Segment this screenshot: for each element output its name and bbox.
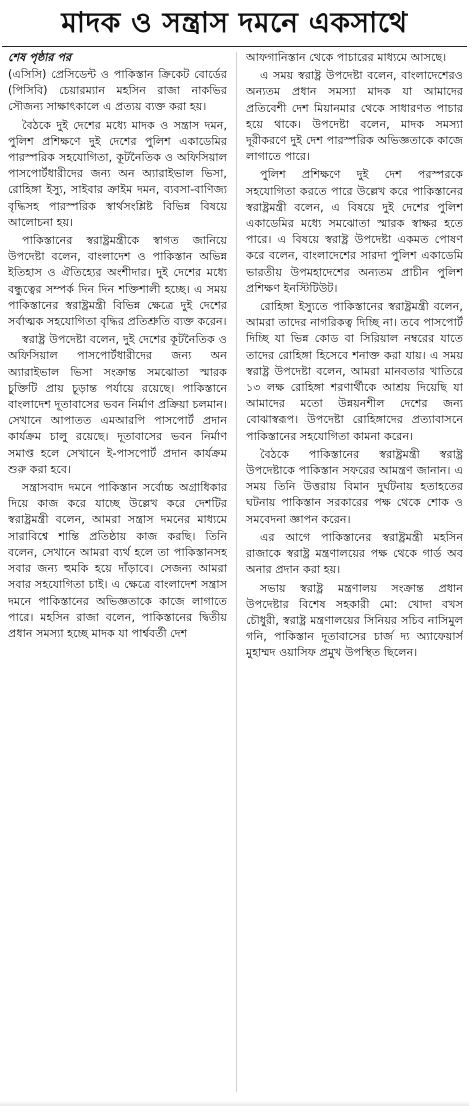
headline: মাদক ও সন্ত্রাস দমনে একসাথে bbox=[61, 6, 408, 39]
paragraph: বৈঠকে দুই দেশের মধ্যে মাদক ও সন্ত্রাস দমন, পুলিশ প্রশিক্ষণে দুই দেশের পুলিশ একাডেমির পারস্পরিক সহযোগিতা, কূটনৈতিক ও অফিসিয়াল পাসপোর্টধারীদের জন্য অন অ্যারাইভাল ভিসা, রোহিঙ্গা ইস্যু, সাইবার ক্রাইম দমন, ব্যবসা-বাণিজ্য বৃদ্ধিসহ পারস্পরিক স্বার্থসংশ্লিষ্ট বিভিন্ন বিষয়ে আলোচনা হয়। bbox=[8, 118, 227, 229]
paragraph: এ সময় স্বরাষ্ট্র উপদেষ্টা বলেন, বাংলাদেশেরও অন্যতম প্রধান সমস্যা মাদক যা আমাদের প্রতিবেশী দেশ মিয়ানমার থেকে সাধারণত পাচার হয়ে থাকে। উপদেষ্টা বলেন, মাদক সমস্যা দূরীকরণে দুই দেশ পারস্পরিক অভিজ্ঞতাকে কাজে লাগাতে পারে। bbox=[246, 69, 463, 164]
left-column bbox=[8, 50, 227, 1098]
paragraph: আফগানিস্তান থেকে পাচারের মাধ্যমে আসছে। bbox=[246, 51, 447, 64]
paragraph: পাকিস্তানের স্বরাষ্ট্রমন্ত্রীকে স্বাগত জানিয়ে উপদেষ্টা বলেন, বাংলাদেশ ও পাকিস্তান অভিন্ন ইতিহাস ও ঐতিহ্যের অংশীদার। দুই দেশের মধ্যে বন্ধুত্বের সম্পর্ক দিন দিন শক্তিশালী হচ্ছে। এ সময় পাকিস্তানের স্বরাষ্ট্রমন্ত্রী বিভিন্ন ক্ষেত্রে দুই দেশের সর্বাত্মক সহযোগিতা বৃদ্ধির প্রতিশ্রুতি ব্যক্ত করেন। bbox=[8, 234, 227, 329]
paragraph: সন্ত্রাসবাদ দমনে পাকিস্তান সর্বোচ্চ অগ্রাধিকার দিয়ে কাজ করে যাচ্ছে উল্লেখ করে দেশটির স্বরাষ্ট্রমন্ত্রী বলেন, আমরা সন্ত্রাস দমনের মাধ্যমে সারাবিশ্বে শান্তি প্রতিষ্ঠায় কাজ করছি। তিনি বলেন, সেখানে আমরা ব্যর্থ হলে তা পাকিস্তানসহ সবার জন্য হুমকি হয়ে দাঁড়াবে। সেজন্য আমরা সবার সহযোগিতা চাই। এ ক্ষেত্রে বাংলাদেশ সন্ত্রাস দমনে পাকিস্তানের অভিজ্ঞতাকে কাজে লাগাতে পারে। মহসিন রাজা বলেন, পাকিস্তানের দ্বিতীয় প্রধান সমস্যা হচ্ছে মাদক যা পার্শ্ববর্তী দেশ bbox=[8, 481, 227, 640]
right-column bbox=[246, 50, 463, 1098]
paragraph: (এসিসি) প্রেসিডেন্ট ও পাকিস্তান ক্রিকেট বোর্ডের (পিসিবি) চেয়ারম্যান মহসিন রাজা নাকভির সৌজন্য সাক্ষাৎকালে এ প্রত্যয় ব্যক্ত করা হয়। bbox=[8, 68, 227, 114]
paragraph: বৈঠকে পাকিস্তানের স্বরাষ্ট্রমন্ত্রী স্বরাষ্ট্র উপদেষ্টাকে পাকিস্তান সফরের আমন্ত্রণ জানান। এ সময় তিনি উত্তরায় বিমান দুর্ঘটনায় হতাহতের ঘটনায় পাকিস্তান সরকারের পক্ষ থেকে শোক ও সমবেদনা জ্ঞাপন করেন। bbox=[246, 447, 463, 526]
paragraph: সভায় স্বরাষ্ট্র মন্ত্রণালয় সংক্রান্ত প্রধান উপদেষ্টার বিশেষ সহকারী মো: খোদা বখস চৌধুরী, স্বরাষ্ট্র মন্ত্রণালয়ের সিনিয়র সচিব নাসিমুল গনি, পাকিস্তান দূতাবাসের চার্জ দ্য অ্যাফেয়ার্স মুহাম্মদ ওয়াসিফ প্রমুখ উপস্থিত ছিলেন। bbox=[246, 581, 463, 660]
paragraph: এর আগে পাকিস্তানের স্বরাষ্ট্রমন্ত্রী মহসিন রাজাকে স্বরাষ্ট্র মন্ত্রণালয়ের পক্ষ থেকে গার্ড অব অনার প্রদান করা হয়। bbox=[246, 530, 463, 577]
paragraph: রোহিঙ্গা ইস্যুতে পাকিস্তানের স্বরাষ্ট্রমন্ত্রী বলেন, আমরা তাদের নাগরিকত্ব দিচ্ছি না। তবে পাসপোর্ট দিচ্ছি যা ভিন্ন কোড বা সিরিয়াল নম্বরের যাতে তাদের রোহিঙ্গা হিসেবে শনাক্ত করা যায়। এ সময় স্বরাষ্ট্র উপদেষ্টা বলেন, আমরা মানবতার খাতিরে ১৩ লক্ষ রোহিঙ্গা শরণার্থীকে আশ্রয় দিয়েছি যা আমাদের মতো উন্নয়নশীল দেশের জন্য বোঝাস্বরূপ। উপদেষ্টা রোহিঙ্গাদের প্রত্যাবাসনে পাকিস্তানের সহযোগিতা কামনা করেন। bbox=[246, 300, 463, 443]
headline-rule bbox=[2, 46, 467, 47]
paragraph: পুলিশ প্রশিক্ষণে দুই দেশ পরস্পরকে সহযোগিতা করতে পারে উল্লেখ করে পাকিস্তানের স্বরাষ্ট্রমন্ত্রী বলেন, এ বিষয়ে দুই দেশের পুলিশ একাডেমির মধ্যে সমঝোতা স্মারক স্বাক্ষর হতে পারে। এ বিষয়ে স্বরাষ্ট্র উপদেষ্টা একমত পোষণ করে বলেন, বাংলাদেশের সারদা পুলিশ একাডেমি ভারতীয় উপমহাদেশের অন্যতম প্রাচীন পুলিশ প্রশিক্ষণ ইনস্টিটিউট। bbox=[246, 168, 463, 295]
paragraph: স্বরাষ্ট্র উপদেষ্টা বলেন, দুই দেশের কূটনৈতিক ও অফিসিয়াল পাসপোর্টধারীদের জন্য অন অ্যারাইভাল ভিসা সংক্রান্ত সমঝোতা স্মারক চুক্তিটি প্রায় চূড়ান্ত পর্যায়ে রয়েছে। পাকিস্তানে বাংলাদেশ দূতাবাসের ভবন নির্মাণ প্রক্রিয়া চলমান। সেখানে আপাতত এমআরপি পাসপোর্ট প্রদান কার্যক্রম চালু রয়েছে। দূতাবাসের ভবন নির্মাণ সমাপ্ত হলে সেখানে ই-পাসপোর্ট প্রদান কার্যক্রম শুরু করা হবে। bbox=[8, 333, 227, 476]
column-divider bbox=[236, 52, 237, 1092]
continuation-kicker: শেষ পৃষ্ঠার পর bbox=[8, 51, 72, 64]
page-bottom-edge bbox=[0, 1101, 469, 1106]
